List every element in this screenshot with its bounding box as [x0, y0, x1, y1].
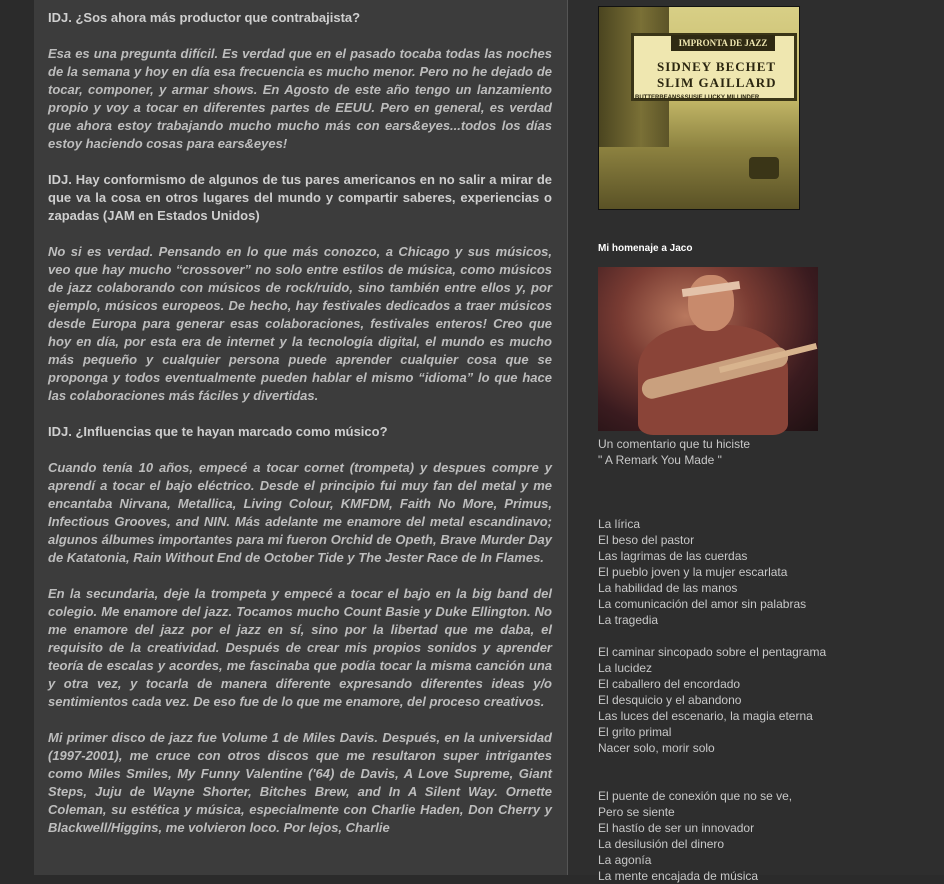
poster-car [749, 157, 779, 179]
caption-line-1: Un comentario que tu hiciste [598, 437, 751, 451]
poem-line: El hastío de ser un innovador [598, 821, 755, 835]
question-1: IDJ. ¿Sos ahora más productor que contrabajista? [48, 10, 361, 25]
jaco-photo[interactable] [598, 267, 818, 431]
caption-line-2: " A Remark You Made " [598, 453, 722, 467]
impronta-poster-image[interactable] [598, 6, 800, 210]
poem-line: La agonía [598, 853, 652, 867]
question-2: IDJ. Hay conformismo de algunos de tus pares americanos en no salir a mirar de que va la cosa en otros lugares del mundo y compartir saberes, experiencias o zapadas (JAM en Estados Unidos) [48, 172, 552, 223]
poem-stanza-1 [598, 516, 806, 628]
poster-line-1: SIDNEY BECHET [657, 59, 777, 74]
poster-line-2: SLIM GAILLARD [657, 75, 777, 90]
poem-line: La comunicación del amor sin palabras [598, 597, 807, 611]
post-column [34, 0, 567, 875]
poem-stanza-2 [598, 644, 826, 756]
post-body [48, 9, 552, 855]
poem-line: El beso del pastor [598, 533, 695, 547]
poem-line: El grito primal [598, 725, 672, 739]
poem-line: La desilusión del dinero [598, 837, 725, 851]
sidebar [568, 0, 944, 883]
poem-line: El pueblo joven y la mujer escarlata [598, 565, 788, 579]
poem-line: Pero se siente [598, 805, 675, 819]
photo-caption [598, 436, 750, 468]
answer-2: No si es verdad. Pensando en lo que más conozco, a Chicago y sus músicos, veo que hay mucho “crossover” no solo entre estilos de música, como músicos de jazz colaborando con músicos de rock/ruido, sino también entre ellos y, por ejemplo, músicos europeos. De hecho, hay festivales dedicados a traer músicos desde Europa para generar esas colaboraciones, festivales enteros! Creo que hoy en día, por esta era de internet y la tecnología digital, el mundo es mucho más pequeño y cualquier persona puede aprender cualquier cosa que se proponga y todos eventualmente pueden hablar el mismo “idioma” lo que hace las colaboraciones más fáciles y divertidas. [48, 244, 552, 403]
poem-stanza-3 [598, 788, 792, 884]
answer-3a: Cuando tenía 10 años, empecé a tocar cornet (trompeta) y despues compre y aprendí a tocar el bajo eléctrico. Desde el principio fui muy fan del metal y me encantaba Nirvana, Metallica, Living Colour, KMFDM, Faith No More, Primus, Infectious Grooves, and NIN. Más adelante me enamore del metal escandinavo; algunos álbumes importantes para mi fueron Orchid de Opeth, Brave Murder Day de Katatonia, Rain Without End de October Tide y The Jester Race de In Flames. [48, 460, 552, 565]
answer-1: Esa es una pregunta difícil. Es verdad que en el pasado tocaba todas las noches de la semana y hoy en día esa frecuencia es mucho menor. Pero no he dejado de tocar, componer, y armar shows. En Agosto de este año tengo un lanzamiento propio y voy a tocar en diferentes partes de EEUU. Pero en general, es verdad que ahora estoy trabajando mucho mucho más con ears&eyes...todos los días estoy haciendo cosas para ears&eyes! [48, 46, 552, 151]
poster-marquee-header: IMPRONTA DE JAZZ [671, 35, 775, 51]
poem-line: El caballero del encordado [598, 677, 741, 691]
left-gutter [0, 0, 34, 875]
poem-line: El caminar sincopado sobre el pentagrama [598, 645, 827, 659]
question-3: IDJ. ¿Influencias que te hayan marcado como músico? [48, 424, 388, 439]
answer-3c: Mi primer disco de jazz fue Volume 1 de Miles Davis. Después, en la universidad (1997-2001), me cruce con otros discos que me resultaron super intrigantes como Miles Smiles, My Funny Valentine ('64) de Davis, A Love Supreme, Giant Steps, Juju de Wayne Shorter, Bitches Brew, and In A Silent Way. Ornette Coleman, su estética y música, especialmente con Charlie Haden, Don Cherry y Blackwell/Higgins, me volvieron loco. Por lejos, Charlie [48, 730, 552, 835]
poem-line: El puente de conexión que no se ve, [598, 789, 793, 803]
poem-line: El desquicio y el abandono [598, 693, 742, 707]
poem-line: La lírica [598, 517, 641, 531]
jaco-widget-title: Mi homenaje a Jaco [598, 243, 693, 254]
poem-line: La mente encajada de música [598, 869, 759, 883]
answer-3b: En la secundaria, deje la trompeta y empecé a tocar el bajo en la big band del colegio. Me enamore del jazz. Tocamos mucho Count Basie y Duke Ellington. No me enamore del jazz por el jazz en sí, sino por la libertad que me daba, el requisito de la creatividad. Después de crear mis propios sonidos y aprender teoría de escalas y acordes, me fascinaba que podía tocar la misma canción una y otra vez, y tocarla de manera diferente expresando diferentes ideas y/o sentimientos cada vez. De eso fue de lo que me enamore, del proceso creativos. [48, 586, 552, 709]
poem-line: La lucidez [598, 661, 653, 675]
poem-line: Las lagrimas de las cuerdas [598, 549, 748, 563]
poem-line: La tragedia [598, 613, 659, 627]
poster-line-3: BUTTERBEANS&SUSIE LUCKY MILLINDER [635, 95, 760, 101]
poem-line: Nacer solo, morir solo [598, 741, 715, 755]
poem-line: Las luces del escenario, la magia eterna [598, 709, 813, 723]
poem-line: La habilidad de las manos [598, 581, 738, 595]
